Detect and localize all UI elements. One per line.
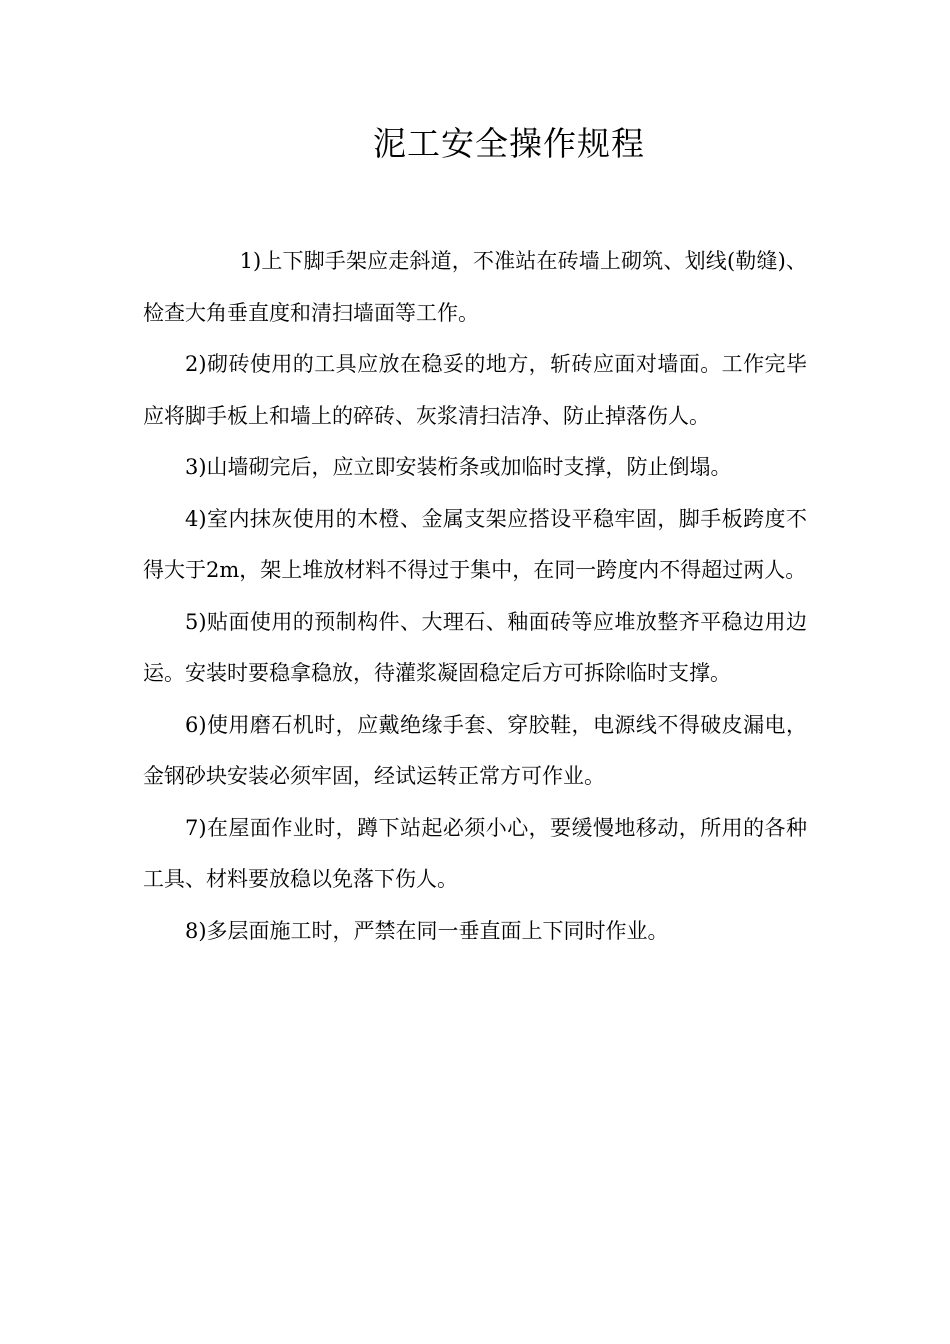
paragraph-3: 3)山墙砌完后，应立即安装桁条或加临时支撑，防止倒塌。 — [185, 455, 732, 479]
paragraph-6: 6)使用磨石机时，应戴绝缘手套、穿胶鞋，电源线不得破皮漏电，金钢砂块安装必须牢固，经试运转正常方可作业。 — [143, 712, 807, 788]
title-area — [0, 0, 950, 200]
paragraph-2: 2)砌砖使用的工具应放在稳妥的地方，斩砖应面对墙面。工作完毕应将脚手板上和墙上的碎砖、灰浆清扫洁净、防止掉落伤人。 — [143, 352, 807, 428]
paragraph-7: 7)在屋面作业时，蹲下站起必须小心，要缓慢地移动，所用的各种工具、材料要放稳以免落下伤人。 — [143, 815, 807, 891]
paragraph-8: 8)多层面施工时，严禁在同一垂直面上下同时作业。 — [185, 918, 669, 943]
paragraph-1: 1)上下脚手架应走斜道，不准站在砖墙上砌筑、划线(勒缝)、检查大角垂直度和清扫墙面等工作。 — [143, 249, 807, 325]
paragraph-4: 4)室内抹灰使用的木橙、金属支架应搭设平稳牢固，脚手板跨度不得大于2m，架上堆放材料不得过于集中，在同一跨度内不得超过两人。 — [143, 506, 807, 582]
document-title: 泥工安全操作规程 — [373, 124, 645, 163]
document-body — [143, 236, 807, 957]
paragraph-5: 5)贴面使用的预制构件、大理石、釉面砖等应堆放整齐平稳边用边运。安装时要稳拿稳放，待灌浆凝固稳定后方可拆除临时支撑。 — [143, 609, 807, 685]
